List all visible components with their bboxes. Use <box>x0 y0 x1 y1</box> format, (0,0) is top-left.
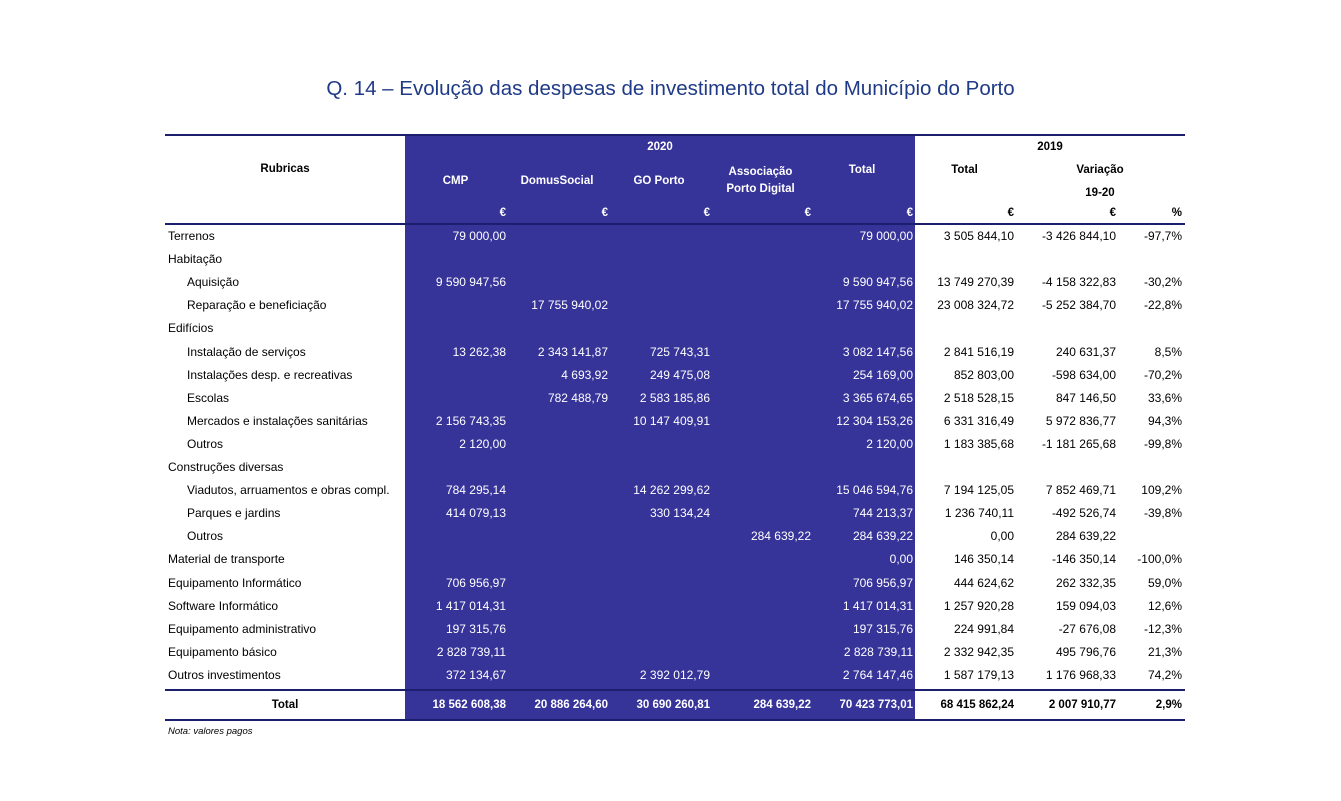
cell-goporto: 10 147 409,91 <box>633 414 710 428</box>
cell-cmp: 9 590 947,56 <box>435 275 506 289</box>
cell-domussocial: 2 343 141,87 <box>537 345 608 359</box>
cell-variacao-pct: 12,6% <box>1147 599 1182 613</box>
cell-variacao-eur: -4 158 322,83 <box>1041 275 1116 289</box>
cell-goporto: 330 134,24 <box>649 506 710 520</box>
cell-cmp: 2 156 743,35 <box>435 414 506 428</box>
row-label: Viadutos, arruamentos e obras compl. <box>187 483 390 497</box>
header-associacao: Associação <box>728 166 793 178</box>
cell-variacao-pct: 33,6% <box>1147 391 1182 405</box>
cell-total-2019: 1 257 920,28 <box>943 599 1014 613</box>
row-label: Material de transporte <box>168 552 285 566</box>
cell-variacao-eur: -146 350,14 <box>1051 552 1116 566</box>
row-label: Aquisição <box>187 275 240 289</box>
row-label: Construções diversas <box>168 460 284 474</box>
cell-total-2020: 284 639,22 <box>852 529 913 543</box>
cell-cmp: 2 828 739,11 <box>436 645 506 659</box>
cell-domussocial: 17 755 940,02 <box>531 298 608 312</box>
row-label: Outros <box>187 529 224 543</box>
cell-variacao-pct: -30,2% <box>1143 275 1182 289</box>
cell-variacao-pct: -100,0% <box>1137 552 1182 566</box>
cell-variacao-eur: 1 176 968,33 <box>1045 668 1116 682</box>
row-label: Outros <box>187 437 224 451</box>
cell-total-2019: 224 991,84 <box>953 622 1014 636</box>
cell-cmp: 79 000,00 <box>452 229 506 243</box>
row-label: Instalações desp. e recreativas <box>187 368 353 382</box>
cell-variacao-pct: 21,3% <box>1147 645 1182 659</box>
cell-total-2019: 146 350,14 <box>953 552 1014 566</box>
cell-variacao-eur: 159 094,03 <box>1055 599 1116 613</box>
cell-total-2020: 12 304 153,26 <box>836 414 913 428</box>
row-label: Escolas <box>187 391 230 405</box>
header-variacao: Variação <box>1076 164 1124 176</box>
cell-goporto: 14 262 299,62 <box>633 483 710 497</box>
cell-total-2019: 13 749 270,39 <box>937 275 1014 289</box>
header-goporto: GO Porto <box>633 175 685 187</box>
cell-total-2020: 744 213,37 <box>852 506 913 520</box>
cell-variacao-eur: 240 631,37 <box>1055 345 1116 359</box>
cell-variacao-eur: -492 526,74 <box>1051 506 1116 520</box>
cell-variacao-eur: -5 252 384,70 <box>1041 298 1116 312</box>
cell-total-2020: 1 417 014,31 <box>842 599 913 613</box>
cell-variacao-pct: 8,5% <box>1154 345 1182 359</box>
unit-total-2019: € <box>1007 207 1014 219</box>
cell-cmp: 414 079,13 <box>445 506 506 520</box>
cell-variacao-eur: 847 146,50 <box>1055 391 1116 405</box>
header-year-2019: 2019 <box>1037 141 1063 153</box>
row-label: Outros investimentos <box>168 668 281 682</box>
cell-cmp: 784 295,14 <box>445 483 506 497</box>
unit-domussocial: € <box>601 207 608 219</box>
total-cmp: 18 562 608,38 <box>432 699 506 711</box>
cell-variacao-eur: 5 972 836,77 <box>1045 414 1116 428</box>
row-label: Equipamento básico <box>168 645 277 659</box>
row-label: Equipamento administrativo <box>168 622 317 636</box>
row-label: Edifícios <box>168 321 214 335</box>
cell-total-2019: 1 587 179,13 <box>943 668 1014 682</box>
footnote: Nota: valores pagos <box>168 726 253 737</box>
cell-variacao-pct: 109,2% <box>1141 483 1182 497</box>
row-label: Terrenos <box>168 229 215 243</box>
cell-goporto: 725 743,31 <box>649 345 710 359</box>
cell-variacao-pct: 59,0% <box>1147 576 1182 590</box>
cell-goporto: 2 583 185,86 <box>639 391 710 405</box>
cell-total-2019: 1 236 740,11 <box>944 506 1014 520</box>
cell-cmp: 372 134,67 <box>445 668 506 682</box>
total-total-2019: 68 415 862,24 <box>940 699 1014 711</box>
header-total-2019: Total <box>951 164 978 176</box>
cell-cmp: 13 262,38 <box>452 345 506 359</box>
cell-cmp: 197 315,76 <box>445 622 506 636</box>
header-total-2020: Total <box>848 164 876 176</box>
row-label: Instalação de serviços <box>187 345 306 359</box>
total-label: Total <box>271 699 299 711</box>
table-top-rule <box>165 134 1185 136</box>
cell-domussocial: 4 693,92 <box>561 368 608 382</box>
cell-total-2020: 15 046 594,76 <box>836 483 913 497</box>
cell-total-2020: 3 365 674,65 <box>842 391 913 405</box>
total-variacao-pct: 2,9% <box>1155 699 1182 711</box>
cell-variacao-pct: -99,8% <box>1143 437 1182 451</box>
cell-total-2020: 197 315,76 <box>852 622 913 636</box>
cell-total-2019: 852 803,00 <box>953 368 1014 382</box>
cell-goporto: 2 392 012,79 <box>639 668 710 682</box>
cell-variacao-pct: -12,3% <box>1143 622 1182 636</box>
unit-variacao-eur: € <box>1109 207 1116 219</box>
row-label: Equipamento Informático <box>168 576 302 590</box>
cell-variacao-pct: -39,8% <box>1143 506 1182 520</box>
unit-cmp: € <box>499 207 506 219</box>
table-bottom-rule <box>165 719 1185 721</box>
total-variacao-eur: 2 007 910,77 <box>1048 699 1116 711</box>
total-associacao: 284 639,22 <box>753 699 811 711</box>
cell-total-2020: 17 755 940,02 <box>836 298 913 312</box>
cell-variacao-eur: 284 639,22 <box>1055 529 1116 543</box>
cell-total-2020: 706 956,97 <box>852 576 913 590</box>
header-bottom-rule <box>165 223 1185 225</box>
row-label: Mercados e instalações sanitárias <box>187 414 368 428</box>
cell-total-2020: 79 000,00 <box>859 229 913 243</box>
page-title: Q. 14 – Evolução das despesas de investimento total do Município do Porto <box>326 77 1015 100</box>
cell-associacao: 284 639,22 <box>750 529 811 543</box>
unit-variacao-pct: % <box>1171 207 1182 219</box>
cell-variacao-eur: 262 332,35 <box>1055 576 1116 590</box>
cell-total-2020: 3 082 147,56 <box>842 345 913 359</box>
unit-associacao: € <box>804 207 811 219</box>
unit-goporto: € <box>703 207 710 219</box>
cell-variacao-pct: 94,3% <box>1147 414 1182 428</box>
cell-total-2019: 2 841 516,19 <box>943 345 1014 359</box>
cell-total-2019: 2 518 528,15 <box>943 391 1014 405</box>
cell-total-2019: 0,00 <box>990 529 1014 543</box>
header-rubricas: Rubricas <box>260 163 310 175</box>
row-label: Reparação e beneficiação <box>187 298 327 312</box>
cell-total-2019: 3 505 844,10 <box>943 229 1014 243</box>
cell-total-2019: 6 331 316,49 <box>943 414 1014 428</box>
total-top-rule <box>165 689 1185 691</box>
cell-total-2020: 9 590 947,56 <box>842 275 913 289</box>
cell-cmp: 1 417 014,31 <box>435 599 506 613</box>
cell-variacao-pct: -22,8% <box>1143 298 1182 312</box>
cell-cmp: 706 956,97 <box>445 576 506 590</box>
cell-total-2020: 2 120,00 <box>866 437 913 451</box>
row-label: Software Informático <box>168 599 279 613</box>
cell-total-2020: 2 828 739,11 <box>843 645 913 659</box>
cell-variacao-eur: 7 852 469,71 <box>1045 483 1116 497</box>
row-label: Habitação <box>168 252 223 266</box>
cell-variacao-eur: -27 676,08 <box>1058 622 1116 636</box>
cell-total-2019: 1 183 385,68 <box>943 437 1014 451</box>
cell-total-2019: 23 008 324,72 <box>937 298 1014 312</box>
total-total-2020: 70 423 773,01 <box>839 699 913 711</box>
unit-total-2020: € <box>906 207 913 219</box>
cell-total-2020: 254 169,00 <box>852 368 913 382</box>
total-goporto: 30 690 260,81 <box>636 699 710 711</box>
cell-variacao-pct: 74,2% <box>1147 668 1182 682</box>
header-year-2020: 2020 <box>647 141 673 153</box>
cell-total-2020: 2 764 147,46 <box>842 668 913 682</box>
row-label: Parques e jardins <box>187 506 281 520</box>
header-cmp: CMP <box>442 175 469 187</box>
total-domussocial: 20 886 264,60 <box>534 699 608 711</box>
cell-variacao-pct: -70,2% <box>1143 368 1182 382</box>
cell-variacao-eur: -598 634,00 <box>1051 368 1116 382</box>
header-domussocial: DomusSocial <box>520 175 594 187</box>
cell-total-2019: 7 194 125,05 <box>943 483 1014 497</box>
cell-variacao-eur: 495 796,76 <box>1055 645 1116 659</box>
cell-total-2019: 2 332 942,35 <box>943 645 1014 659</box>
header-variacao-period: 19-20 <box>1085 187 1115 199</box>
cell-cmp: 2 120,00 <box>459 437 506 451</box>
cell-variacao-eur: -3 426 844,10 <box>1041 229 1116 243</box>
cell-domussocial: 782 488,79 <box>547 391 608 405</box>
cell-total-2020: 0,00 <box>889 552 913 566</box>
cell-variacao-eur: -1 181 265,68 <box>1041 437 1116 451</box>
cell-goporto: 249 475,08 <box>649 368 710 382</box>
cell-variacao-pct: -97,7% <box>1143 229 1182 243</box>
cell-total-2019: 444 624,62 <box>953 576 1014 590</box>
header-porto-digital: Porto Digital <box>726 183 795 195</box>
